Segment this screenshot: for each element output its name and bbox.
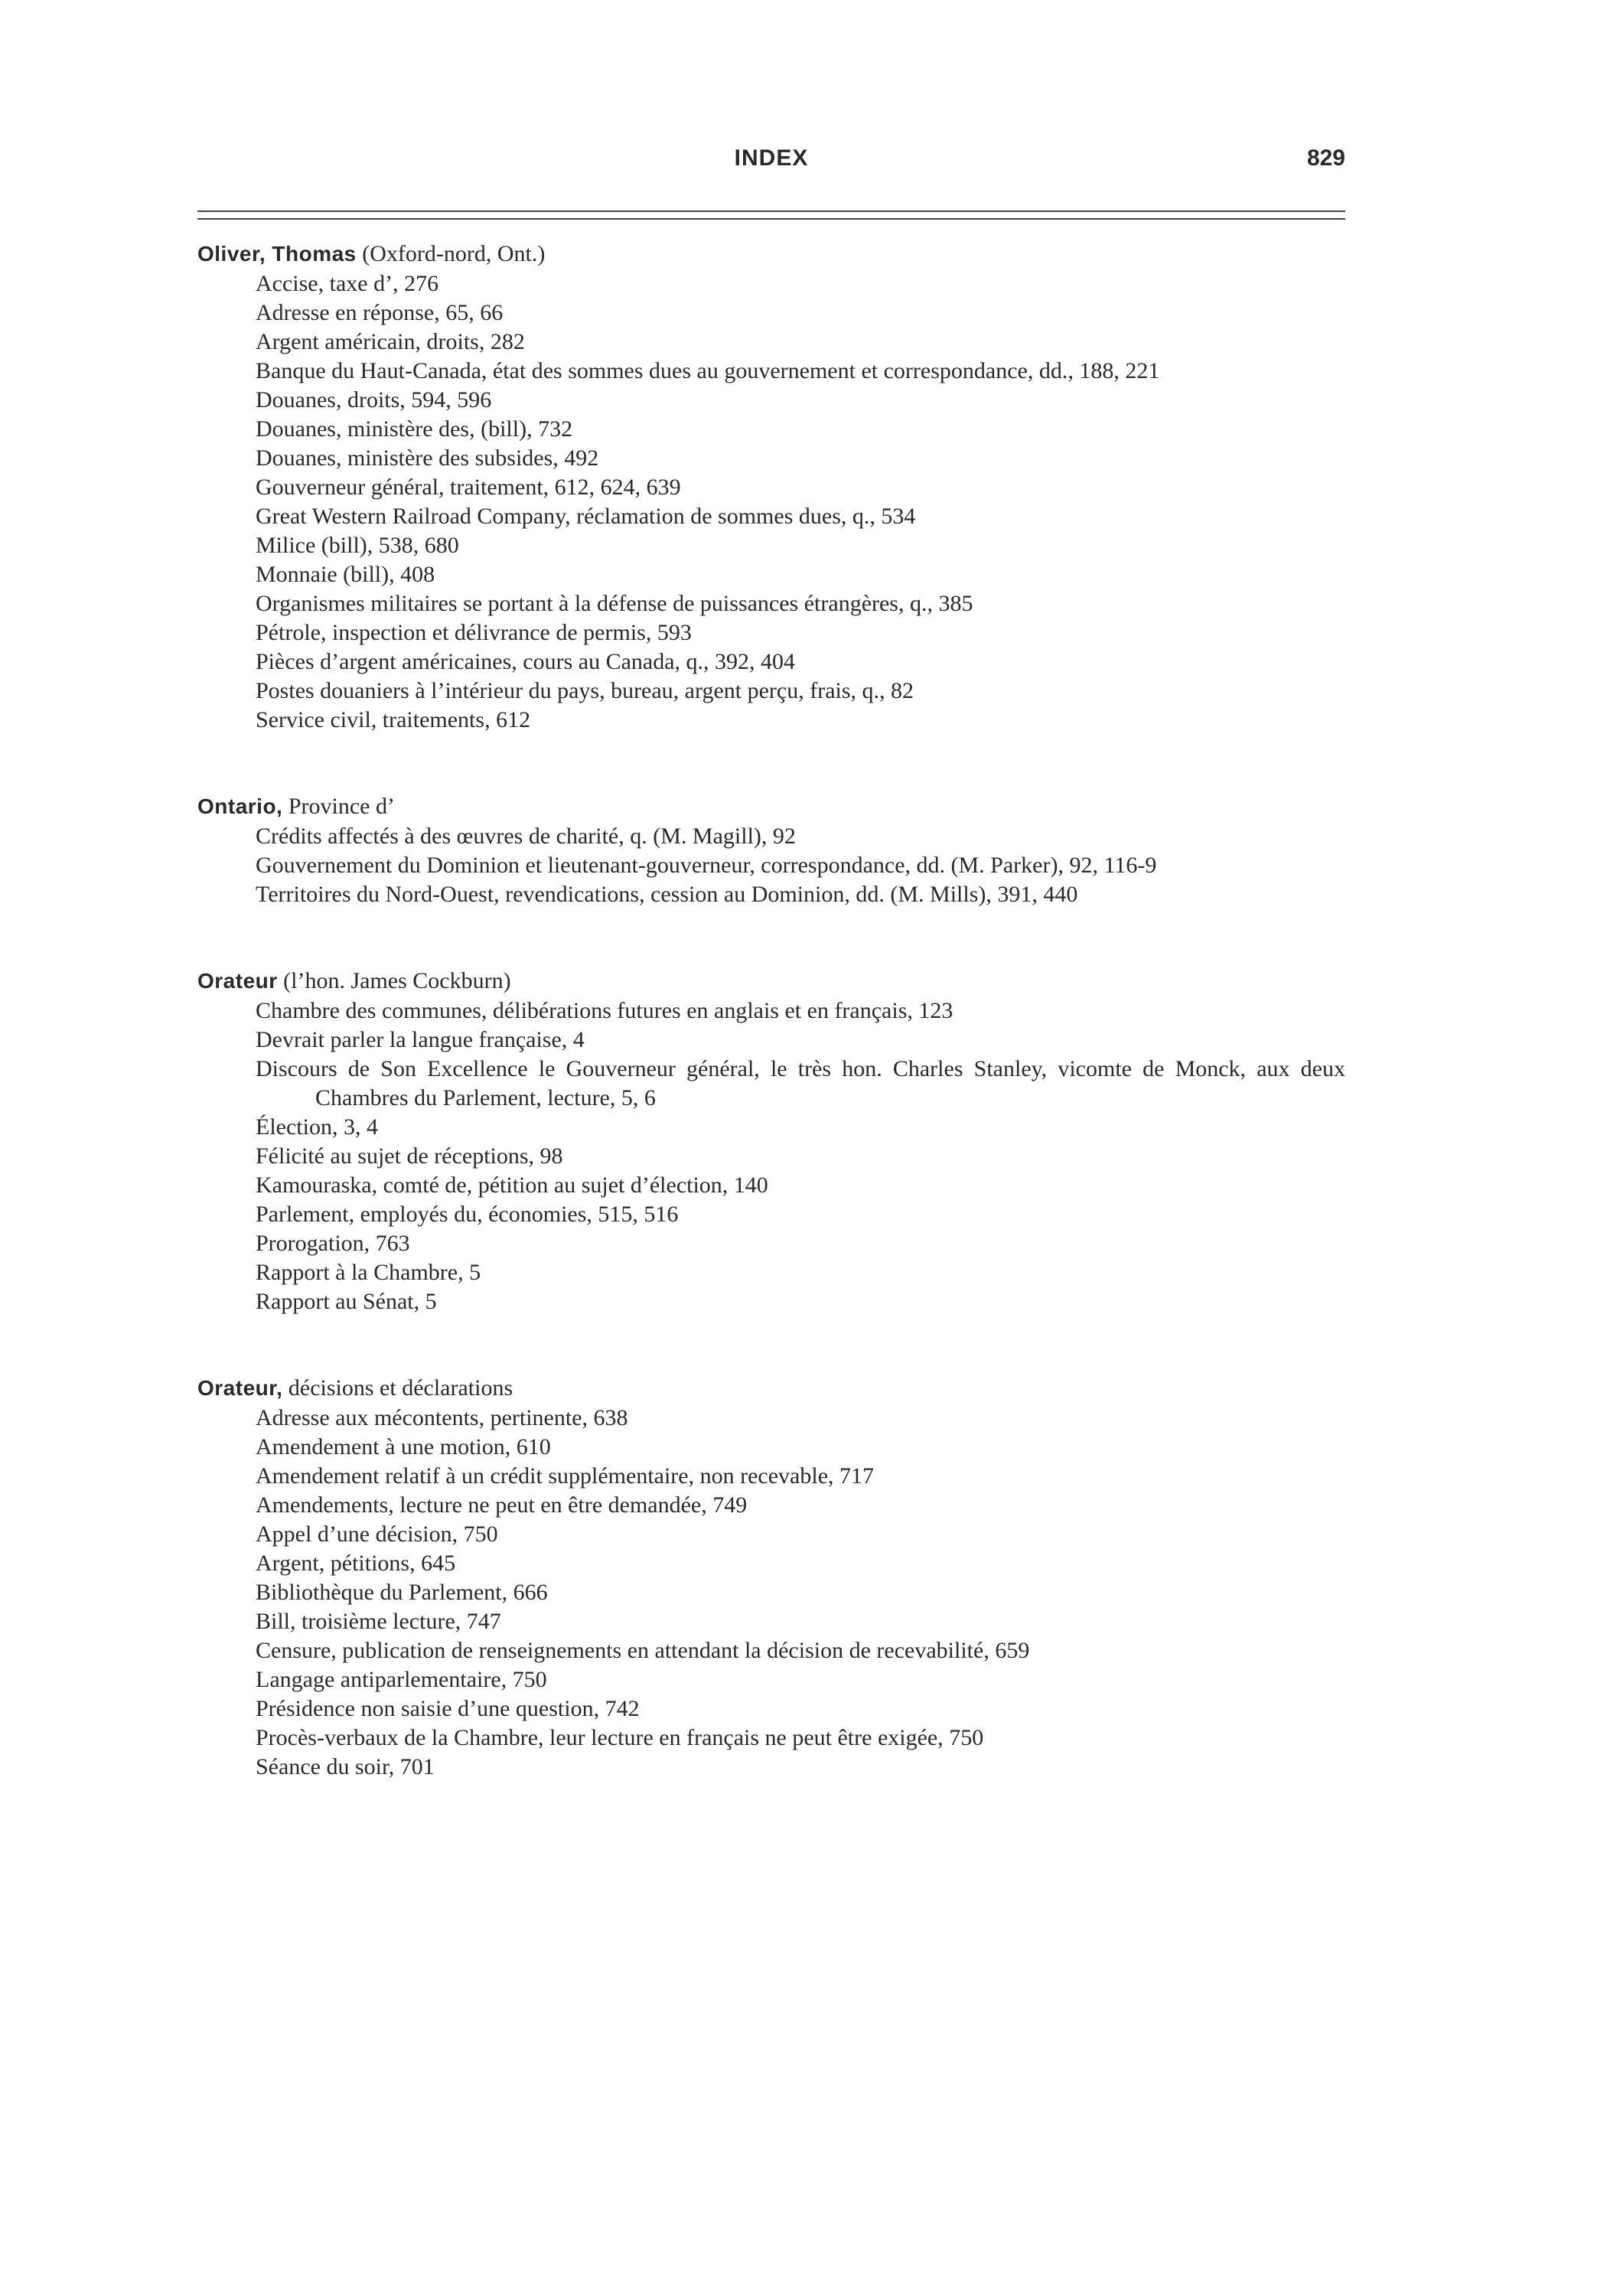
entry-qualifier: (l’hon. James Cockburn) — [277, 968, 511, 993]
subentry: Douanes, ministère des subsides, 492 — [256, 445, 599, 471]
subentry: Monnaie (bill), 408 — [256, 562, 435, 587]
index-body — [197, 239, 1345, 1838]
entry-heading — [197, 791, 1345, 822]
subentry: Félicité au sujet de réceptions, 98 — [256, 1143, 563, 1169]
entry-name: Orateur — [197, 969, 278, 993]
subentry: Douanes, droits, 594, 596 — [256, 387, 492, 413]
subentry: Banque du Haut-Canada, état des sommes dues au gouvernement et correspondance, dd., 188, 221 — [256, 358, 1160, 383]
subentry-list — [197, 822, 1345, 909]
page-title: INDEX — [734, 145, 809, 171]
subentry: Bill, troisième lecture, 747 — [256, 1609, 501, 1634]
page-header — [197, 145, 1345, 182]
subentry: Accise, taxe d’, 276 — [256, 271, 439, 296]
subentry: Procès-verbaux de la Chambre, leur lecture en français ne peut être exigée, 750 — [256, 1725, 984, 1750]
subentry: Chambre des communes, délibérations futures en anglais et en français, 123 — [256, 998, 953, 1023]
subentry: Rapport au Sénat, 5 — [256, 1289, 437, 1314]
subentry: Prorogation, 763 — [256, 1231, 410, 1256]
subentry: Devrait parler la langue française, 4 — [256, 1027, 585, 1052]
subentry: Postes douaniers à l’intérieur du pays, bureau, argent perçu, frais, q., 82 — [256, 678, 914, 703]
subentry: Appel d’une décision, 750 — [256, 1521, 498, 1547]
entry-name: Ontario, — [197, 794, 283, 818]
subentry: Gouvernement du Dominion et lieutenant-gouverneur, correspondance, dd. (M. Parker), 92, 116-9 — [256, 853, 1157, 878]
subentry: Présidence non saisie d’une question, 742 — [256, 1696, 640, 1721]
subentry: Pétrole, inspection et délivrance de permis, 593 — [256, 620, 692, 645]
subentry: Séance du soir, 701 — [256, 1754, 435, 1779]
entry-name: Orateur, — [197, 1376, 283, 1400]
subentry: Crédits affectés à des œuvres de charité, q. (M. Magill), 92 — [256, 823, 796, 849]
subentry: Amendement à une motion, 610 — [256, 1434, 551, 1459]
subentry: Gouverneur général, traitement, 612, 624, 639 — [256, 475, 681, 500]
subentry: Territoires du Nord-Ouest, revendications, cession au Dominion, dd. (M. Mills), 391, 440 — [256, 882, 1078, 907]
page-number: 829 — [1306, 145, 1345, 171]
entry-qualifier: Province d’ — [282, 794, 395, 819]
header-rule-top — [197, 210, 1345, 212]
subentry: Argent américain, droits, 282 — [256, 329, 525, 354]
entry-qualifier: décisions et déclarations — [282, 1375, 513, 1401]
subentry: Langage antiparlementaire, 750 — [256, 1667, 547, 1692]
subentry: Adresse en réponse, 65, 66 — [256, 300, 504, 325]
subentry: Élection, 3, 4 — [256, 1114, 378, 1140]
subentry: Kamouraska, comté de, pétition au sujet d’élection, 140 — [256, 1172, 768, 1198]
subentry: Amendement relatif à un crédit supplémentaire, non recevable, 717 — [256, 1463, 875, 1489]
index-entry — [197, 1373, 1345, 1782]
subentry: Service civil, traitements, 612 — [256, 707, 531, 732]
subentry: Amendements, lecture ne peut en être demandée, 749 — [256, 1492, 748, 1518]
subentry-list — [197, 269, 1345, 735]
entry-heading — [197, 1373, 1345, 1404]
subentry: Rapport à la Chambre, 5 — [256, 1260, 481, 1285]
subentry: Great Western Railroad Company, réclamation de sommes dues, q., 534 — [256, 504, 916, 529]
subentry: Parlement, employés du, économies, 515, 516 — [256, 1202, 679, 1227]
entry-qualifier: (Oxford-nord, Ont.) — [356, 241, 546, 266]
entry-heading — [197, 239, 1345, 269]
index-entry — [197, 966, 1345, 1316]
entry-name: Oliver, Thomas — [197, 242, 357, 266]
subentry-list — [197, 996, 1345, 1316]
subentry: Discours de Son Excellence le Gouverneur général, le très hon. Charles Stanley, vicomte de Monck, aux deux Chambres du Parlement, lecture, 5, 6 — [256, 1056, 1345, 1110]
subentry-list — [197, 1404, 1345, 1782]
entry-heading — [197, 966, 1345, 996]
subentry: Bibliothèque du Parlement, 666 — [256, 1580, 548, 1605]
header-rule-bottom — [197, 218, 1345, 220]
index-entry — [197, 791, 1345, 909]
subentry: Pièces d’argent américaines, cours au Canada, q., 392, 404 — [256, 649, 796, 674]
subentry: Douanes, ministère des, (bill), 732 — [256, 416, 573, 442]
subentry: Milice (bill), 538, 680 — [256, 533, 459, 558]
subentry: Organismes militaires se portant à la défense de puissances étrangères, q., 385 — [256, 591, 973, 616]
subentry: Censure, publication de renseignements en attendant la décision de recevabilité, 659 — [256, 1638, 1030, 1663]
subentry: Argent, pétitions, 645 — [256, 1551, 456, 1576]
subentry: Adresse aux mécontents, pertinente, 638 — [256, 1405, 628, 1430]
index-entry — [197, 239, 1345, 735]
